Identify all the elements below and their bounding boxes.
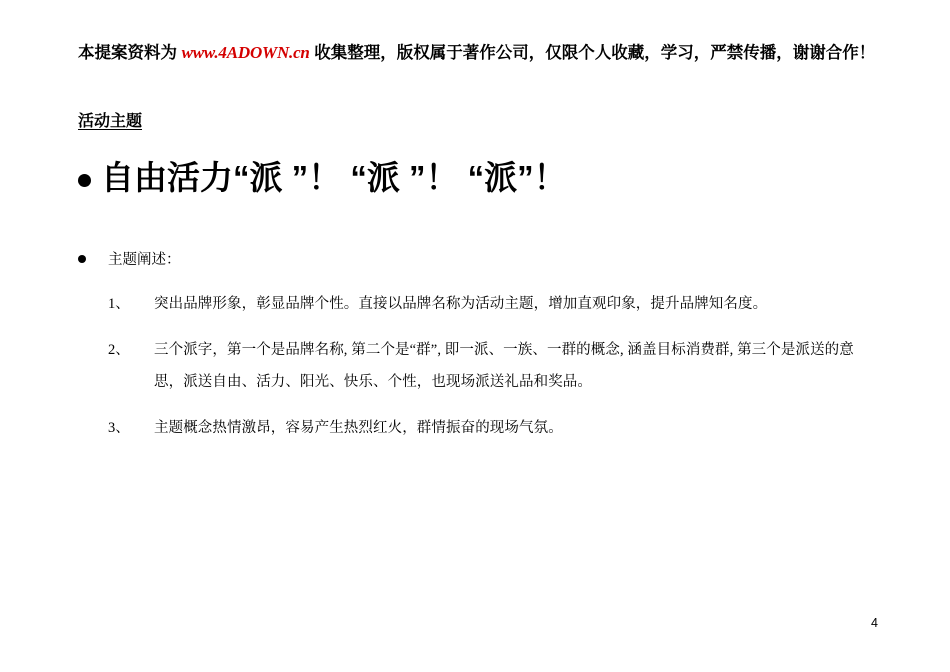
list-item-text: 主题概念热情激昂，容易产生热烈红火，群情振奋的现场气氛。 xyxy=(154,420,563,436)
list-item-text: 三个派字，第一个是品牌名称, 第二个是“群”, 即一派、一族、一群的概念, 涵盖目标消费群, 第三个是派送的意思，派送自由、活力、阳光、快乐、个性，也现场派送礼品和奖品。 xyxy=(154,342,854,390)
banner-prefix: 本提案资料为 xyxy=(78,44,182,62)
copyright-banner xyxy=(78,42,878,64)
banner-suffix: 收集整理，版权属于著作公司，仅限个人收藏，学习，严禁传播，谢谢合作！ xyxy=(309,44,876,62)
banner-url: www.4ADOWN.cn xyxy=(181,43,310,62)
list-item xyxy=(108,334,878,398)
list-item-text: 突出品牌形象，彰显品牌个性。直接以品牌名称为活动主题，增加直观印象，提升品牌知名度。 xyxy=(154,296,768,312)
list-item-number: 2、 xyxy=(108,342,130,358)
bullet-icon xyxy=(78,255,86,263)
list-item xyxy=(108,412,878,444)
slogan-line xyxy=(78,158,872,198)
list-item-number: 3、 xyxy=(108,420,130,436)
list-item-number: 1、 xyxy=(108,296,130,312)
section-heading: 活动主题 xyxy=(78,113,143,130)
list-item xyxy=(108,288,878,320)
slogan-text: 自由活力“派 ”！ “派 ”！ “派”！ xyxy=(101,159,567,196)
page-number: 4 xyxy=(871,616,878,630)
subsection-label: 主题阐述： xyxy=(108,252,181,268)
bullet-icon xyxy=(78,174,91,187)
subsection-heading xyxy=(78,248,181,269)
numbered-list xyxy=(108,288,878,458)
